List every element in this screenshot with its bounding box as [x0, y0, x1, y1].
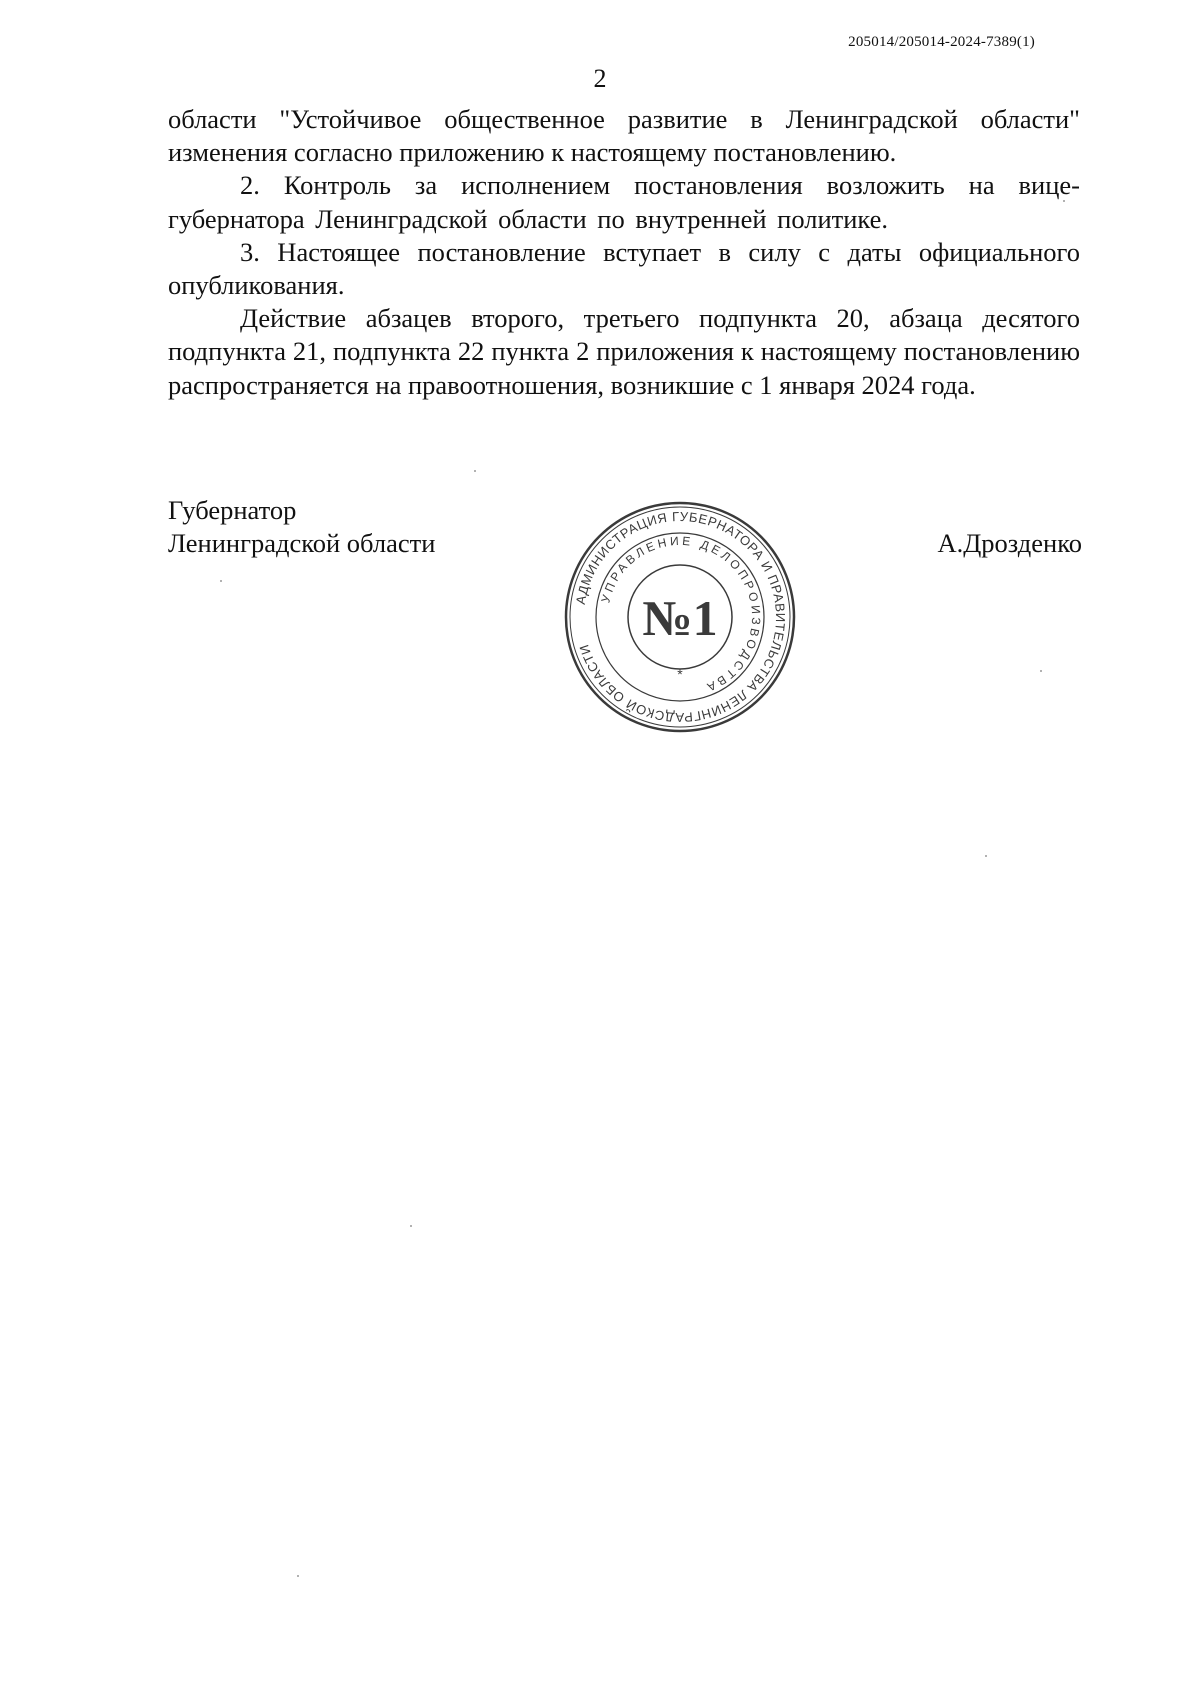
- signatory-title-line-1: Губернатор: [168, 495, 297, 525]
- official-seal-stamp: [562, 499, 798, 735]
- scan-speck: [1040, 670, 1042, 672]
- paragraph-effective-date: 3. Настоящее постановление вступает в силу с даты официального опубликования.: [168, 236, 1080, 301]
- document-body: [168, 103, 1080, 402]
- scan-speck: [474, 470, 476, 472]
- scan-speck: [297, 1575, 299, 1577]
- signatory-title-line-2: Ленинградской области: [168, 528, 436, 559]
- seal-center-number: №1: [642, 590, 718, 646]
- scan-speck: [220, 580, 222, 582]
- seal-star-icon: *: [677, 666, 683, 682]
- signatory-name: А.Дрозденко: [937, 528, 1082, 558]
- paragraph-continuation: области "Устойчивое общественное развитие в Ленинградской области" изменения согласно приложению к настоящему постановлению.: [168, 104, 1080, 168]
- seal-inner-text: УПРАВЛЕНИЕ ДЕЛОПРОИЗВОДСТВА: [598, 533, 764, 696]
- document-registration-id: 205014/205014-2024-7389(1): [848, 34, 1035, 50]
- seal-outer-text: АДМИНИСТРАЦИЯ ГУБЕРНАТОРА И ПРАВИТЕЛЬСТВА ЛЕНИНГРАДСКОЙ ОБЛАСТИ: [572, 508, 789, 726]
- paragraph-control: 2. Контроль за исполнением постановления возложить на вице-губернатора Ленинградской области по внутренней политике.: [168, 170, 1080, 234]
- scan-speck: [410, 1225, 412, 1227]
- scan-speck: [1063, 200, 1065, 202]
- signatory-title: [168, 494, 435, 560]
- scan-speck: [985, 855, 987, 857]
- page-number: 2: [593, 64, 607, 93]
- paragraph-retroactive-effect: Действие абзацев второго, третьего подпункта 20, абзаца десятого подпункта 21, подпункта 22 пункта 2 приложения к настоящему постановлению распространяется на правоотношения, возникшие с 1 января 2024 года.: [168, 303, 1080, 400]
